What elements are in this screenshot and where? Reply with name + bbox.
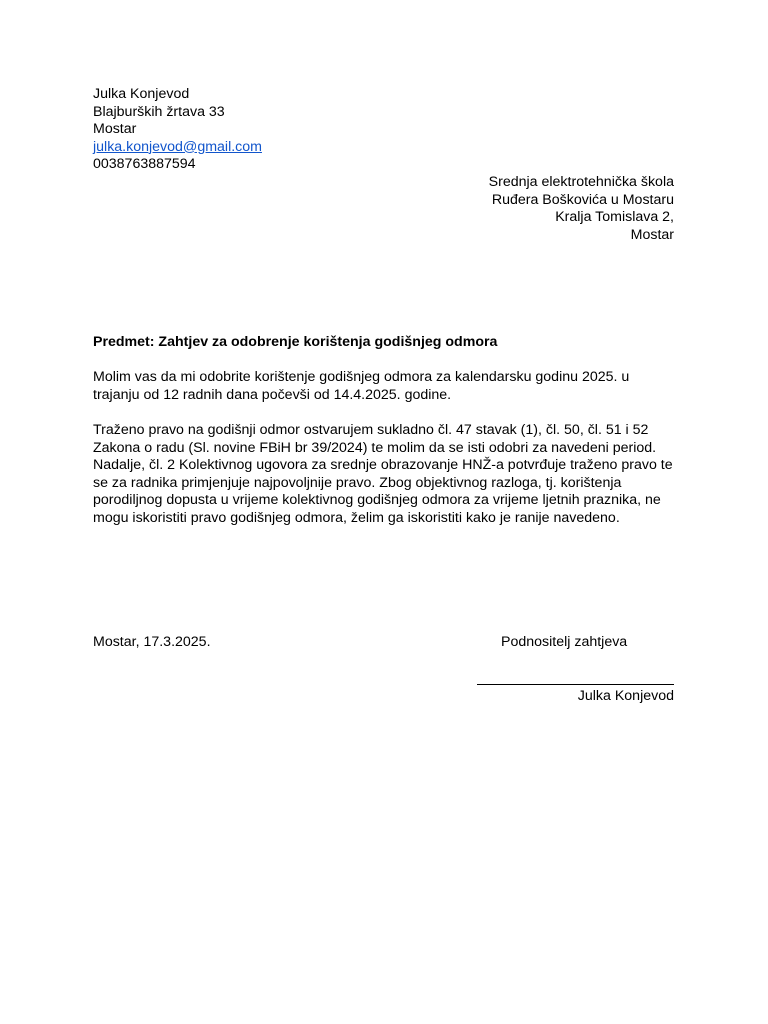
sender-phone: 0038763887594 bbox=[93, 156, 196, 173]
paragraph-2-line: Zakona o radu (Sl. novine FBiH br 39/2024) te molim da se isti odobri za navedeni period. bbox=[93, 439, 657, 456]
signature-line bbox=[477, 684, 674, 685]
body-paragraph-1 bbox=[93, 369, 693, 404]
paragraph-2-line: se za radnika primjenjuje najpovoljnije pravo. Zbog objektivnog razloga, tj. korištenja bbox=[93, 474, 622, 491]
paragraph-2-line: porodiljnog dopusta u vrijeme kolektivnog godišnjeg odmora za vrijeme ljetnih praznika, ne bbox=[93, 492, 661, 509]
recipient-line-4: Mostar bbox=[630, 226, 674, 243]
sender-street: Blajburških žrtava 33 bbox=[93, 103, 225, 120]
recipient-line-2: Ruđera Boškovića u Mostaru bbox=[491, 191, 674, 208]
paragraph-2-line: Traženo pravo na godišnji odmor ostvarujem sukladno čl. 47 stavak (1), čl. 50, čl. 51 i 52 bbox=[93, 422, 649, 438]
paragraph-2-line: Nadalje, čl. 2 Kolektivnog ugovora za srednje obrazovanje HNŽ-a potvrđuje traženo pravo te bbox=[93, 457, 673, 474]
paragraph-1-line: Molim vas da mi odobrite korištenje godišnjeg odmora za kalendarsku godinu 2025. u bbox=[93, 369, 630, 385]
sender-name: Julka Konjevod bbox=[93, 86, 190, 102]
signature-label: Podnositelj zahtjeva bbox=[501, 634, 628, 650]
body-paragraph-2 bbox=[93, 422, 693, 528]
recipient-line-1: Srednja elektrotehnička škola bbox=[488, 174, 674, 190]
paragraph-2-line: mogu iskoristiti pravo godišnjeg odmora, želim ga iskoristiti kako je ranije navedeno. bbox=[93, 509, 620, 526]
sender-city: Mostar bbox=[93, 121, 137, 138]
place-and-date: Mostar, 17.3.2025. bbox=[93, 634, 211, 650]
sender-block bbox=[93, 86, 262, 174]
recipient-line-3: Kralja Tomislava 2, bbox=[555, 209, 674, 226]
paragraph-1-line: trajanju od 12 radnih dana počevši od 14.4.2025. godine. bbox=[93, 386, 452, 403]
sender-email-link[interactable]: julka.konjevod@gmail.com bbox=[93, 138, 262, 155]
recipient-block bbox=[489, 174, 674, 244]
subject-line: Predmet: Zahtjev za odobrenje korištenja godišnjeg odmora bbox=[93, 334, 498, 350]
signature-name: Julka Konjevod bbox=[577, 688, 674, 704]
